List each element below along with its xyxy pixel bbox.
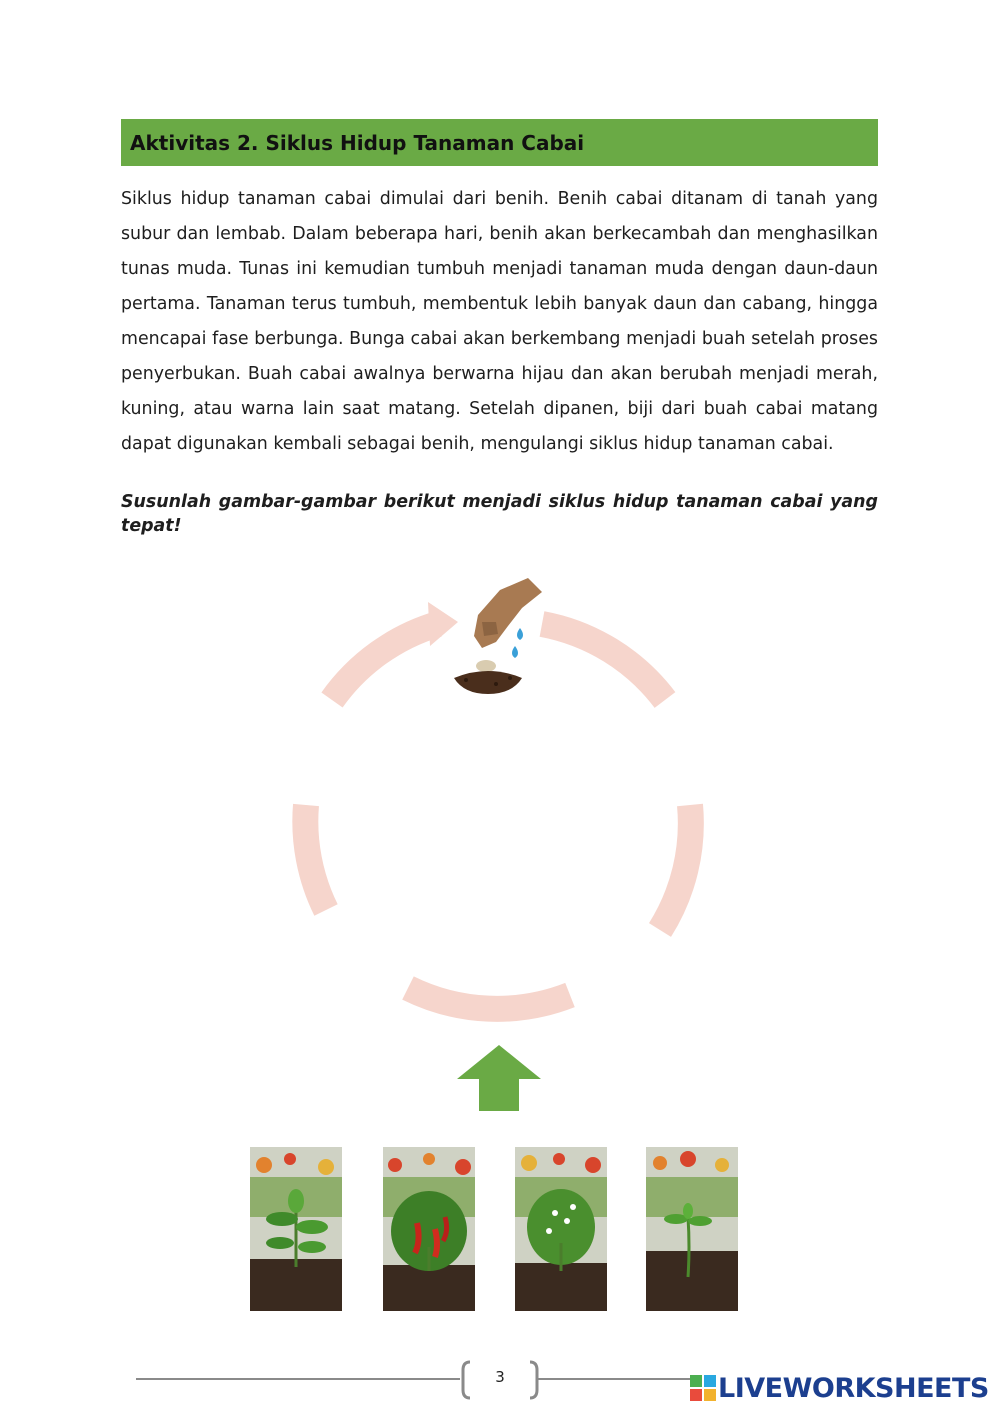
liveworksheets-logo-icon bbox=[690, 1375, 716, 1401]
section-title: Aktivitas 2. Siklus Hidup Tanaman Cabai bbox=[130, 130, 585, 155]
brand-name: LIVEWORKSHEETS bbox=[718, 1372, 989, 1404]
cycle-arrow-left bbox=[305, 805, 326, 910]
up-arrow-icon bbox=[455, 1045, 543, 1111]
drop-slot-top bbox=[365, 704, 635, 804]
page-number: 3 bbox=[495, 1368, 505, 1386]
footer-rule-right bbox=[538, 1378, 698, 1380]
hand-planting-seed-icon bbox=[454, 578, 542, 694]
cycle-arrow-right-top bbox=[542, 624, 665, 700]
instruction-text: Susunlah gambar-gambar berikut menjadi siklus hidup tanaman cabai yang tepat! bbox=[121, 492, 878, 536]
flowering-plant-photo[interactable] bbox=[515, 1147, 607, 1311]
footer-rule-left bbox=[136, 1378, 460, 1380]
intro-paragraph: Siklus hidup tanaman cabai dimulai dari benih. Benih cabai ditanam di tanah yang subur dan lembab. Dalam beberapa hari, benih akan berkecambah dan menghasilkan tunas muda. Tunas ini kemudian tumbuh menjadi tanaman muda dengan daun-daun pertama. Tanaman terus tumbuh, membentuk lebih banyak daun dan cabang, hingga mencapai fase berbunga. Bunga cabai akan berkembang menjadi buah setelah proses penyerbukan. Buah cabai awalnya berwarna hijau dan akan berubah menjadi merah, kuning, atau warna lain saat matang. Setelah dipanen, biji dari buah cabai matang dapat digunakan kembali sebagai benih, mengulangi siklus hidup tanaman cabai. bbox=[121, 189, 878, 454]
fruiting-plant-photo[interactable] bbox=[383, 1147, 475, 1311]
young-plant-photo[interactable] bbox=[250, 1147, 342, 1311]
brand-watermark bbox=[690, 1372, 989, 1404]
sprout-photo[interactable] bbox=[646, 1147, 738, 1311]
cycle-arrow-left-top bbox=[332, 624, 438, 700]
cycle-arrow-right bbox=[660, 805, 691, 930]
cycle-arrow-bottom bbox=[408, 988, 570, 1009]
section-heading bbox=[121, 119, 878, 166]
cycle-arrowhead-top bbox=[428, 602, 458, 646]
life-cycle-diagram bbox=[260, 560, 740, 1040]
